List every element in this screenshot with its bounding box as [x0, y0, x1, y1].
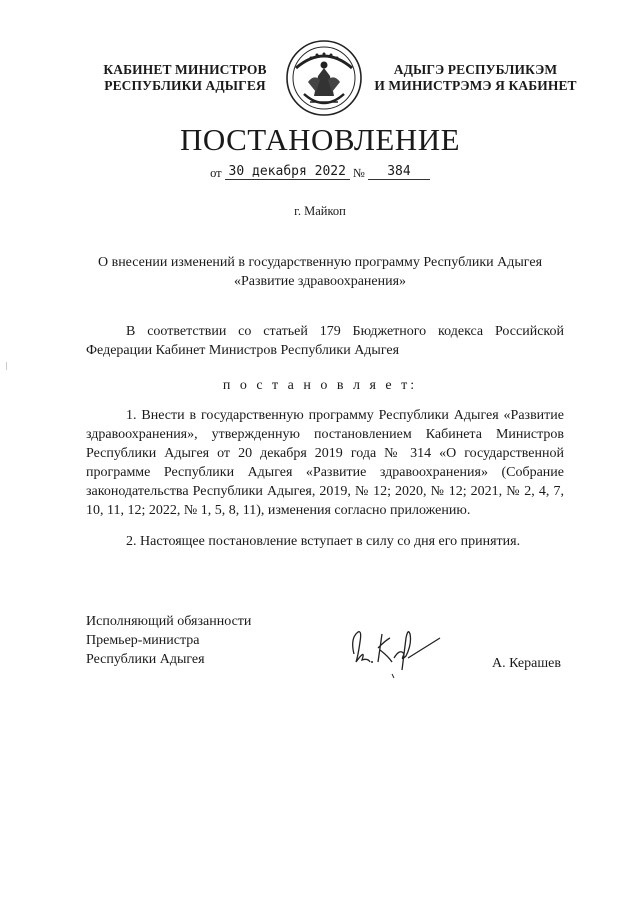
- document-number: 384: [368, 164, 430, 180]
- issuer-adyghe: [368, 62, 583, 94]
- document-subject: [60, 253, 580, 291]
- position-line3: Республики Адыгея: [86, 652, 205, 667]
- issuer-russian: [92, 62, 278, 94]
- preamble: В соответствии со статьей 179 Бюджетного кодекса Российской Федерации Кабинет Министров Республики Адыгея: [86, 324, 564, 358]
- document-date: 30 декабря 2022: [225, 164, 350, 180]
- number-prefix: №: [352, 166, 365, 180]
- subject-line2: «Развитие здравоохранения»: [233, 274, 407, 289]
- date-prefix: от: [210, 166, 222, 180]
- position-line2: Премьер-министра: [86, 633, 200, 648]
- decree-word: п о с т а н о в л я е т:: [222, 378, 418, 393]
- issuer-adyghe-line1: АДЫГЭ РЕСПУБЛИКЭМ: [393, 62, 558, 77]
- issuer-adyghe-line2: И МИНИСТРЭМЭ Я КАБИНЕТ: [374, 78, 577, 93]
- issuer-russian-line2: РЕСПУБЛИКИ АДЫГЕЯ: [104, 78, 266, 93]
- position-line1: Исполняющий обязанности: [86, 614, 252, 629]
- signatory-name: А. Керашев: [492, 656, 561, 671]
- margin-mark: [6, 362, 7, 370]
- date-number-line: [0, 166, 640, 182]
- coat-of-arms-icon: [284, 38, 364, 118]
- item-2: 2. Настоящее постановление вступает в силу со дня его принятия.: [126, 534, 521, 549]
- signatory-position: [86, 612, 251, 669]
- item-1: 1. Внести в государственную программу Республики Адыгея «Развитие здравоохранения», утвержденную постановлением Кабинета Министров Республики Адыгея от 20 декабря 2019 года № 314 «О государственной программе Республики Адыгея «Развитие здравоохранения» (Собрание законодательства Республики Адыгея, 2019, № 12; 2020, № 12; 2021, № 2, 4, 7, 10, 11, 12; 2022, № 1, 5, 8, 11), изменения согласно приложению.: [86, 408, 564, 518]
- issuer-russian-line1: КАБИНЕТ МИНИСТРОВ: [103, 62, 267, 77]
- city: г. Майкоп: [294, 204, 346, 218]
- handwritten-signature: [344, 618, 454, 680]
- document-title: ПОСТАНОВЛЕНИЕ: [179, 122, 461, 157]
- subject-line1: О внесении изменений в государственную программу Республики Адыгея: [97, 255, 543, 270]
